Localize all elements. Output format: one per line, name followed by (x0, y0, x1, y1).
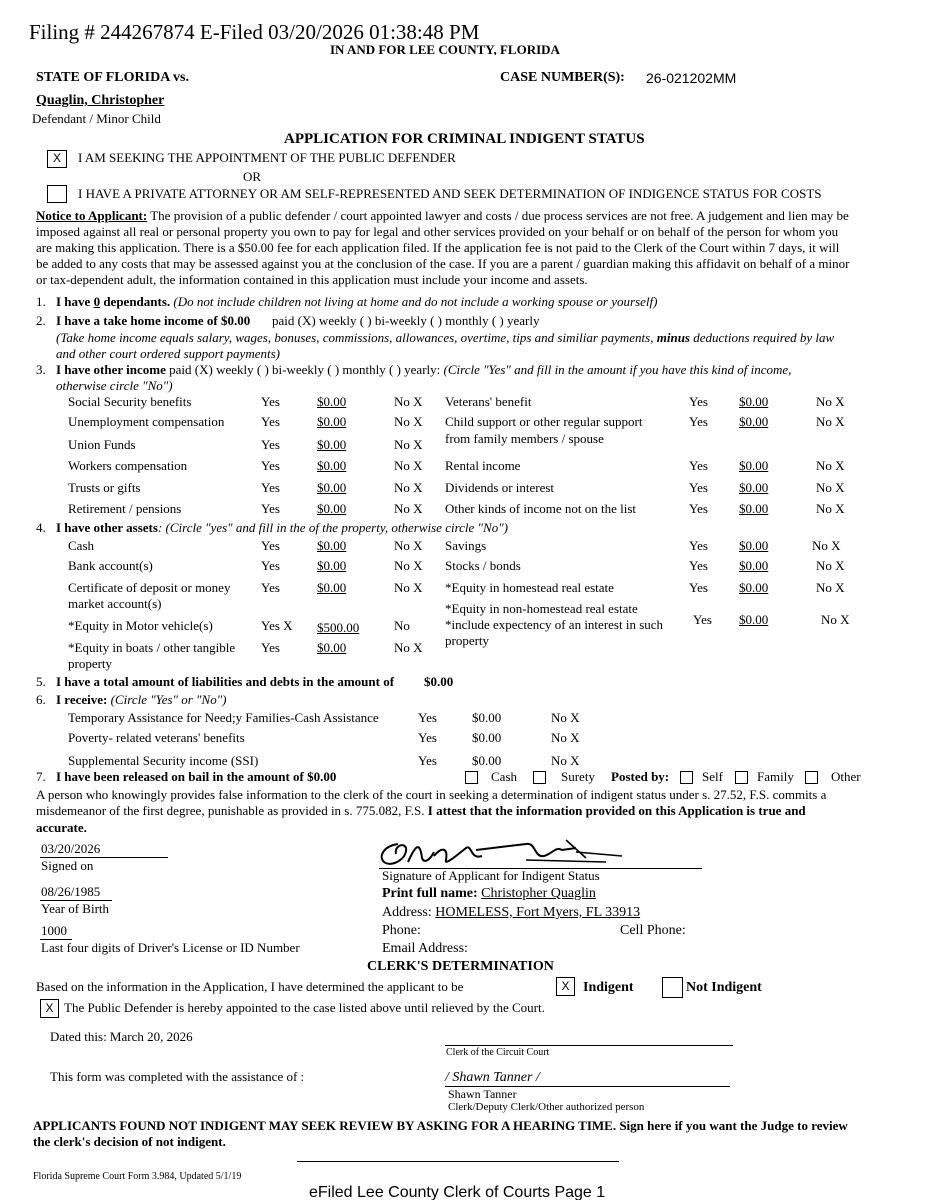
notice-line-2: imposed against all real or personal property you own to pay for legal and other services provided on your behalf or on behalf of the person for whom you (36, 224, 839, 239)
income-amount: $0.00 (317, 501, 347, 516)
form-title: APPLICATION FOR CRIMINAL INDIGENT STATUS (284, 131, 645, 147)
asset-yes: Yes (261, 558, 280, 573)
income-yes: Yes (689, 394, 708, 409)
item-3-frequency: paid (X) weekly ( ) bi-weekly ( ) monthly ( ) yearly: (165, 362, 444, 377)
item-3-text: I have other income (56, 362, 166, 377)
receive-no: No X (551, 753, 580, 768)
income-no: No X (816, 414, 845, 429)
asset-amount: $0.00 (317, 640, 347, 655)
print-name-value: Christopher Quaglin (481, 886, 596, 901)
attest-line-2 (36, 804, 806, 819)
attest-statement: I attest that the information provided on this Application is true and (427, 803, 806, 818)
income-amount: $0.00 (739, 394, 769, 409)
income-label: Unemployment compensation (68, 414, 225, 429)
or-text: OR (243, 169, 262, 184)
assistant-caption: Clerk/Deputy Clerk/Other authorized person (448, 1101, 645, 1113)
nonhomestead-label-cont: *include expectency of an interest in such (445, 617, 664, 632)
income-yes: Yes (261, 480, 280, 495)
asset-no: No X (394, 538, 423, 553)
receive-label: Supplemental Security income (SSI) (68, 753, 259, 768)
review-line-2: the clerk's decision of not indigent. (33, 1134, 226, 1149)
item-3-heading (56, 363, 791, 378)
item-4-note: : (Circle "yes" and fill in the of the property, otherwise circle "No") (157, 520, 508, 535)
signature-caption: Signature of Applicant for Indigent Status (382, 868, 600, 883)
income-amount: $0.00 (317, 480, 347, 495)
filing-stamp: Filing # 244267874 E-Filed 03/20/2026 01:38:48 PM (29, 20, 480, 44)
asset-label-cont: property (68, 656, 113, 671)
item-1-text-a: I have (56, 294, 94, 309)
clerk-determination-title: CLERK'S DETERMINATION (367, 959, 554, 974)
address-value: HOMELESS, Fort Myers, FL 33913 (435, 905, 641, 920)
nonhomestead-amount: $0.00 (739, 612, 769, 627)
other-label: Other (831, 769, 861, 784)
item-3-note-1: (Circle "Yes" and fill in the amount if you have this kind of income, (443, 362, 792, 377)
assistant-name: Shawn Tanner (448, 1087, 517, 1101)
asset-amount: $500.00 (317, 620, 360, 635)
income-amount: $0.00 (739, 414, 769, 429)
public-defender-option: I AM SEEKING THE APPOINTMENT OF THE PUBLIC DEFENDER (78, 150, 456, 165)
item-4-text: I have other assets (56, 520, 158, 535)
pd-appointed-text: The Public Defender is hereby appointed to the case listed above until relieved by the Court. (64, 1000, 545, 1015)
income-yes: Yes (261, 437, 280, 452)
item-6-heading (56, 693, 226, 708)
asset-no: No X (394, 640, 423, 655)
income-yes: Yes (689, 458, 708, 473)
take-home-note-1 (56, 331, 834, 346)
item-1-number: 1. (36, 294, 46, 309)
notice-line-3: are making this application. There is a $50.00 fee for each application filed. If the application fee is not paid to the Clerk of the Court within 7 days, it will (36, 240, 840, 255)
asset-yes: Yes (261, 640, 280, 655)
asset-label-cont: market account(s) (68, 596, 162, 611)
liabilities-text: I have a total amount of liabilities and debts in the amount of (56, 674, 395, 689)
income-label: Dividends or interest (445, 480, 555, 495)
notice-text-1: The provision of a public defender / court appointed lawyer and costs / due process services are not free. A judgement and lien may be (147, 208, 849, 223)
income-no: No X (394, 394, 423, 409)
asset-label: Bank account(s) (68, 558, 153, 573)
dependant-count: 0 (93, 294, 101, 309)
private-attorney-checkbox[interactable] (47, 185, 67, 203)
asset-label: *Equity in boats / other tangible (68, 640, 236, 655)
income-amount: $0.00 (317, 437, 347, 452)
asset-amount: $0.00 (739, 580, 769, 595)
income-yes: Yes (261, 458, 280, 473)
item-3-number: 3. (36, 362, 46, 377)
income-amount: $0.00 (739, 480, 769, 495)
income-label: Veterans' benefit (445, 394, 532, 409)
asset-amount: $0.00 (739, 558, 769, 573)
cash-checkbox[interactable] (465, 771, 478, 784)
asset-amount: $0.00 (317, 580, 347, 595)
nonhomestead-yes: Yes (693, 612, 712, 627)
income-label-cont: from family members / spouse (445, 431, 604, 446)
asset-yes: Yes (261, 538, 280, 553)
family-checkbox[interactable] (735, 771, 748, 784)
year-of-birth-value: 08/26/1985 (41, 884, 101, 899)
nonhomestead-label-cont: property (445, 633, 490, 648)
item-7-number: 7. (36, 769, 46, 784)
self-label: Self (702, 769, 723, 784)
income-amount: $0.00 (317, 414, 347, 429)
income-amount: $0.00 (739, 458, 769, 473)
income-yes: Yes (261, 414, 280, 429)
receive-no: No X (551, 710, 580, 725)
income-no: No X (394, 437, 423, 452)
private-attorney-option: I HAVE A PRIVATE ATTORNEY OR AM SELF-REPRESENTED AND SEEK DETERMINATION OF INDIGENCE STATUS FOR COSTS (78, 186, 822, 201)
asset-no: No X (394, 558, 423, 573)
income-amount: $0.00 (739, 501, 769, 516)
assistant-signature: / Shawn Tanner / (445, 1070, 540, 1085)
receive-label: Poverty- related veterans' benefits (68, 730, 245, 745)
receive-no: No X (551, 730, 580, 745)
item-1 (56, 295, 657, 310)
indigent-checkbox[interactable]: X (556, 977, 575, 996)
item-6-number: 6. (36, 692, 46, 707)
surety-checkbox[interactable] (533, 771, 546, 784)
income-no: No X (394, 458, 423, 473)
income-label: Rental income (445, 458, 521, 473)
nonhomestead-label: *Equity in non-homestead real estate (445, 601, 638, 616)
income-no: No X (394, 501, 423, 516)
asset-label: Stocks / bonds (445, 558, 521, 573)
income-yes: Yes (689, 414, 708, 429)
assistance-text: This form was completed with the assistance of : (50, 1069, 305, 1084)
income-yes: Yes (261, 394, 280, 409)
take-home-income: I have a take home income of $0.00 (56, 313, 251, 328)
cash-label: Cash (491, 769, 517, 784)
income-label: Union Funds (68, 437, 136, 452)
date-signed: 03/20/2026 (41, 841, 101, 856)
print-name-label: Print full name: (382, 886, 482, 901)
income-no: No X (816, 480, 845, 495)
posted-by-label: Posted by: (611, 769, 670, 784)
receive-yes: Yes (418, 730, 437, 745)
item-6-note: (Circle "Yes" or "No") (107, 692, 227, 707)
bail-text: I have been released on bail in the amount of $0.00 (56, 769, 337, 784)
nonhomestead-no: No X (821, 612, 850, 627)
income-label: Workers compensation (68, 458, 188, 473)
efiled-footer: eFiled Lee County Clerk of Courts Page 1 (309, 1184, 606, 1200)
asset-yes: Yes (689, 580, 708, 595)
income-yes: Yes (261, 501, 280, 516)
take-home-note-2: and other court ordered support payments) (56, 346, 280, 361)
receive-amount: $0.00 (472, 710, 502, 725)
state-vs: STATE OF FLORIDA vs. (36, 70, 189, 85)
note-minus: minus (656, 330, 690, 345)
asset-label: Savings (445, 538, 487, 553)
asset-label: *Equity in Motor vehicle(s) (68, 618, 213, 633)
cell-phone-label: Cell Phone: (620, 923, 686, 938)
indigent-label: Indigent (583, 980, 634, 995)
income-no: No X (816, 458, 845, 473)
item-6-text: I receive: (56, 692, 108, 707)
income-label: Retirement / pensions (68, 501, 182, 516)
item-5-number: 5. (36, 674, 46, 689)
form-id: Florida Supreme Court Form 3.984, Updated 5/1/19 (33, 1171, 242, 1182)
asset-label: *Equity in homestead real estate (445, 580, 614, 595)
asset-no: No X (812, 538, 841, 553)
note-part-a: (Take home income equals salary, wages, bonuses, commissions, allowances, overtime, tips and similiar payments, (56, 330, 657, 345)
income-amount: $0.00 (317, 394, 347, 409)
surety-label: Surety (561, 769, 595, 784)
dated-this: Dated this: March 20, 2026 (50, 1029, 193, 1044)
clerk-based-on: Based on the information in the Application, I have determined the applicant to be (36, 979, 464, 994)
notice-line-4: be added to any costs that may be assessed against you at the conclusion of the case. If you are a parent / guardian making this affidavit on behalf of a minor (36, 256, 850, 271)
asset-no: No X (816, 558, 845, 573)
notice-line-1 (36, 209, 849, 224)
dl-label: Last four digits of Driver's License or ID Number (41, 940, 300, 955)
income-label: Child support or other regular support (445, 414, 643, 429)
applicant-signature (376, 838, 626, 872)
asset-amount: $0.00 (317, 558, 347, 573)
income-amount: $0.00 (317, 458, 347, 473)
asset-yes: Yes X (261, 618, 293, 633)
asset-amount: $0.00 (317, 538, 347, 553)
income-label: Other kinds of income not on the list (445, 501, 637, 516)
family-label: Family (757, 769, 794, 784)
receive-yes: Yes (418, 753, 437, 768)
income-no: No X (816, 501, 845, 516)
not-indigent-label: Not Indigent (686, 980, 762, 995)
signed-on-label: Signed on (41, 858, 94, 873)
asset-label: Certificate of deposit or money (68, 580, 231, 595)
judge-review-signature-line (297, 1161, 619, 1162)
asset-yes: Yes (689, 538, 708, 553)
asset-label: Cash (68, 538, 94, 553)
attest-text: misdemeanor of the first degree, punishable as provided in s. 775.082, F.S. (36, 803, 428, 818)
income-yes: Yes (689, 480, 708, 495)
attest-line-3: accurate. (36, 820, 87, 835)
income-no: No X (394, 414, 423, 429)
asset-amount: $0.00 (739, 538, 769, 553)
case-number-label: CASE NUMBER(S): (500, 70, 625, 85)
income-no: No X (816, 394, 845, 409)
asset-no: No (394, 618, 410, 633)
clerk-caption: Clerk of the Circuit Court (446, 1047, 550, 1058)
receive-label: Temporary Assistance for Need;y Families-Cash Assistance (68, 710, 379, 725)
clerk-signature-line (445, 1045, 733, 1046)
income-yes: Yes (689, 501, 708, 516)
address-label: Address: (382, 905, 436, 920)
asset-yes: Yes (261, 580, 280, 595)
item-3-note-2: otherwise circle "No") (56, 378, 173, 393)
income-no: No X (394, 480, 423, 495)
print-name (382, 886, 596, 902)
item-4-number: 4. (36, 520, 46, 535)
note-part-c: deductions required by law (689, 330, 835, 345)
public-defender-checkbox[interactable]: X (47, 150, 67, 168)
year-of-birth-label: Year of Birth (41, 901, 110, 916)
asset-yes: Yes (689, 558, 708, 573)
defendant-name: Quaglin, Christopher (36, 93, 165, 108)
dl-value: 1000 (41, 923, 67, 938)
not-indigent-checkbox[interactable] (662, 977, 683, 998)
defendant-caption: Defendant / Minor Child (32, 111, 161, 126)
income-label: Social Security benefits (68, 394, 192, 409)
asset-no: No X (394, 580, 423, 595)
notice-line-5: or tax-dependent adult, the information contained in this application must include your income and assets. (36, 272, 588, 287)
phone-label: Phone: (382, 923, 421, 938)
receive-amount: $0.00 (472, 753, 502, 768)
email-label: Email Address: (382, 941, 468, 956)
item-1-text-b: dependants. (100, 294, 171, 309)
notice-label: Notice to Applicant: (36, 208, 148, 223)
county-line: IN AND FOR LEE COUNTY, FLORIDA (330, 43, 560, 55)
receive-amount: $0.00 (472, 730, 502, 745)
receive-yes: Yes (418, 710, 437, 725)
attest-line-1: A person who knowingly provides false information to the clerk of the court in seeking a determination of indigent status under s. 27.52, F.S. commits a (36, 787, 827, 802)
item-1-note: (Do not include children not living at home and do not include a working spouse or yourself) (173, 294, 658, 309)
asset-no: No X (816, 580, 845, 595)
other-checkbox[interactable] (805, 771, 818, 784)
pd-appointed-checkbox[interactable]: X (40, 999, 59, 1018)
address (382, 905, 640, 921)
review-line-1: APPLICANTS FOUND NOT INDIGENT MAY SEEK REVIEW BY ASKING FOR A HEARING TIME. Sign here if you want the Judge to review (33, 1118, 848, 1133)
case-number: 26-021202MM (646, 70, 737, 86)
self-checkbox[interactable] (680, 771, 693, 784)
income-label: Trusts or gifts (68, 480, 141, 495)
liabilities-amount: $0.00 (424, 674, 454, 689)
take-home-frequency: paid (X) weekly ( ) bi-weekly ( ) monthly ( ) yearly (272, 313, 540, 328)
item-4-heading (56, 521, 508, 536)
item-2-number: 2. (36, 313, 46, 328)
